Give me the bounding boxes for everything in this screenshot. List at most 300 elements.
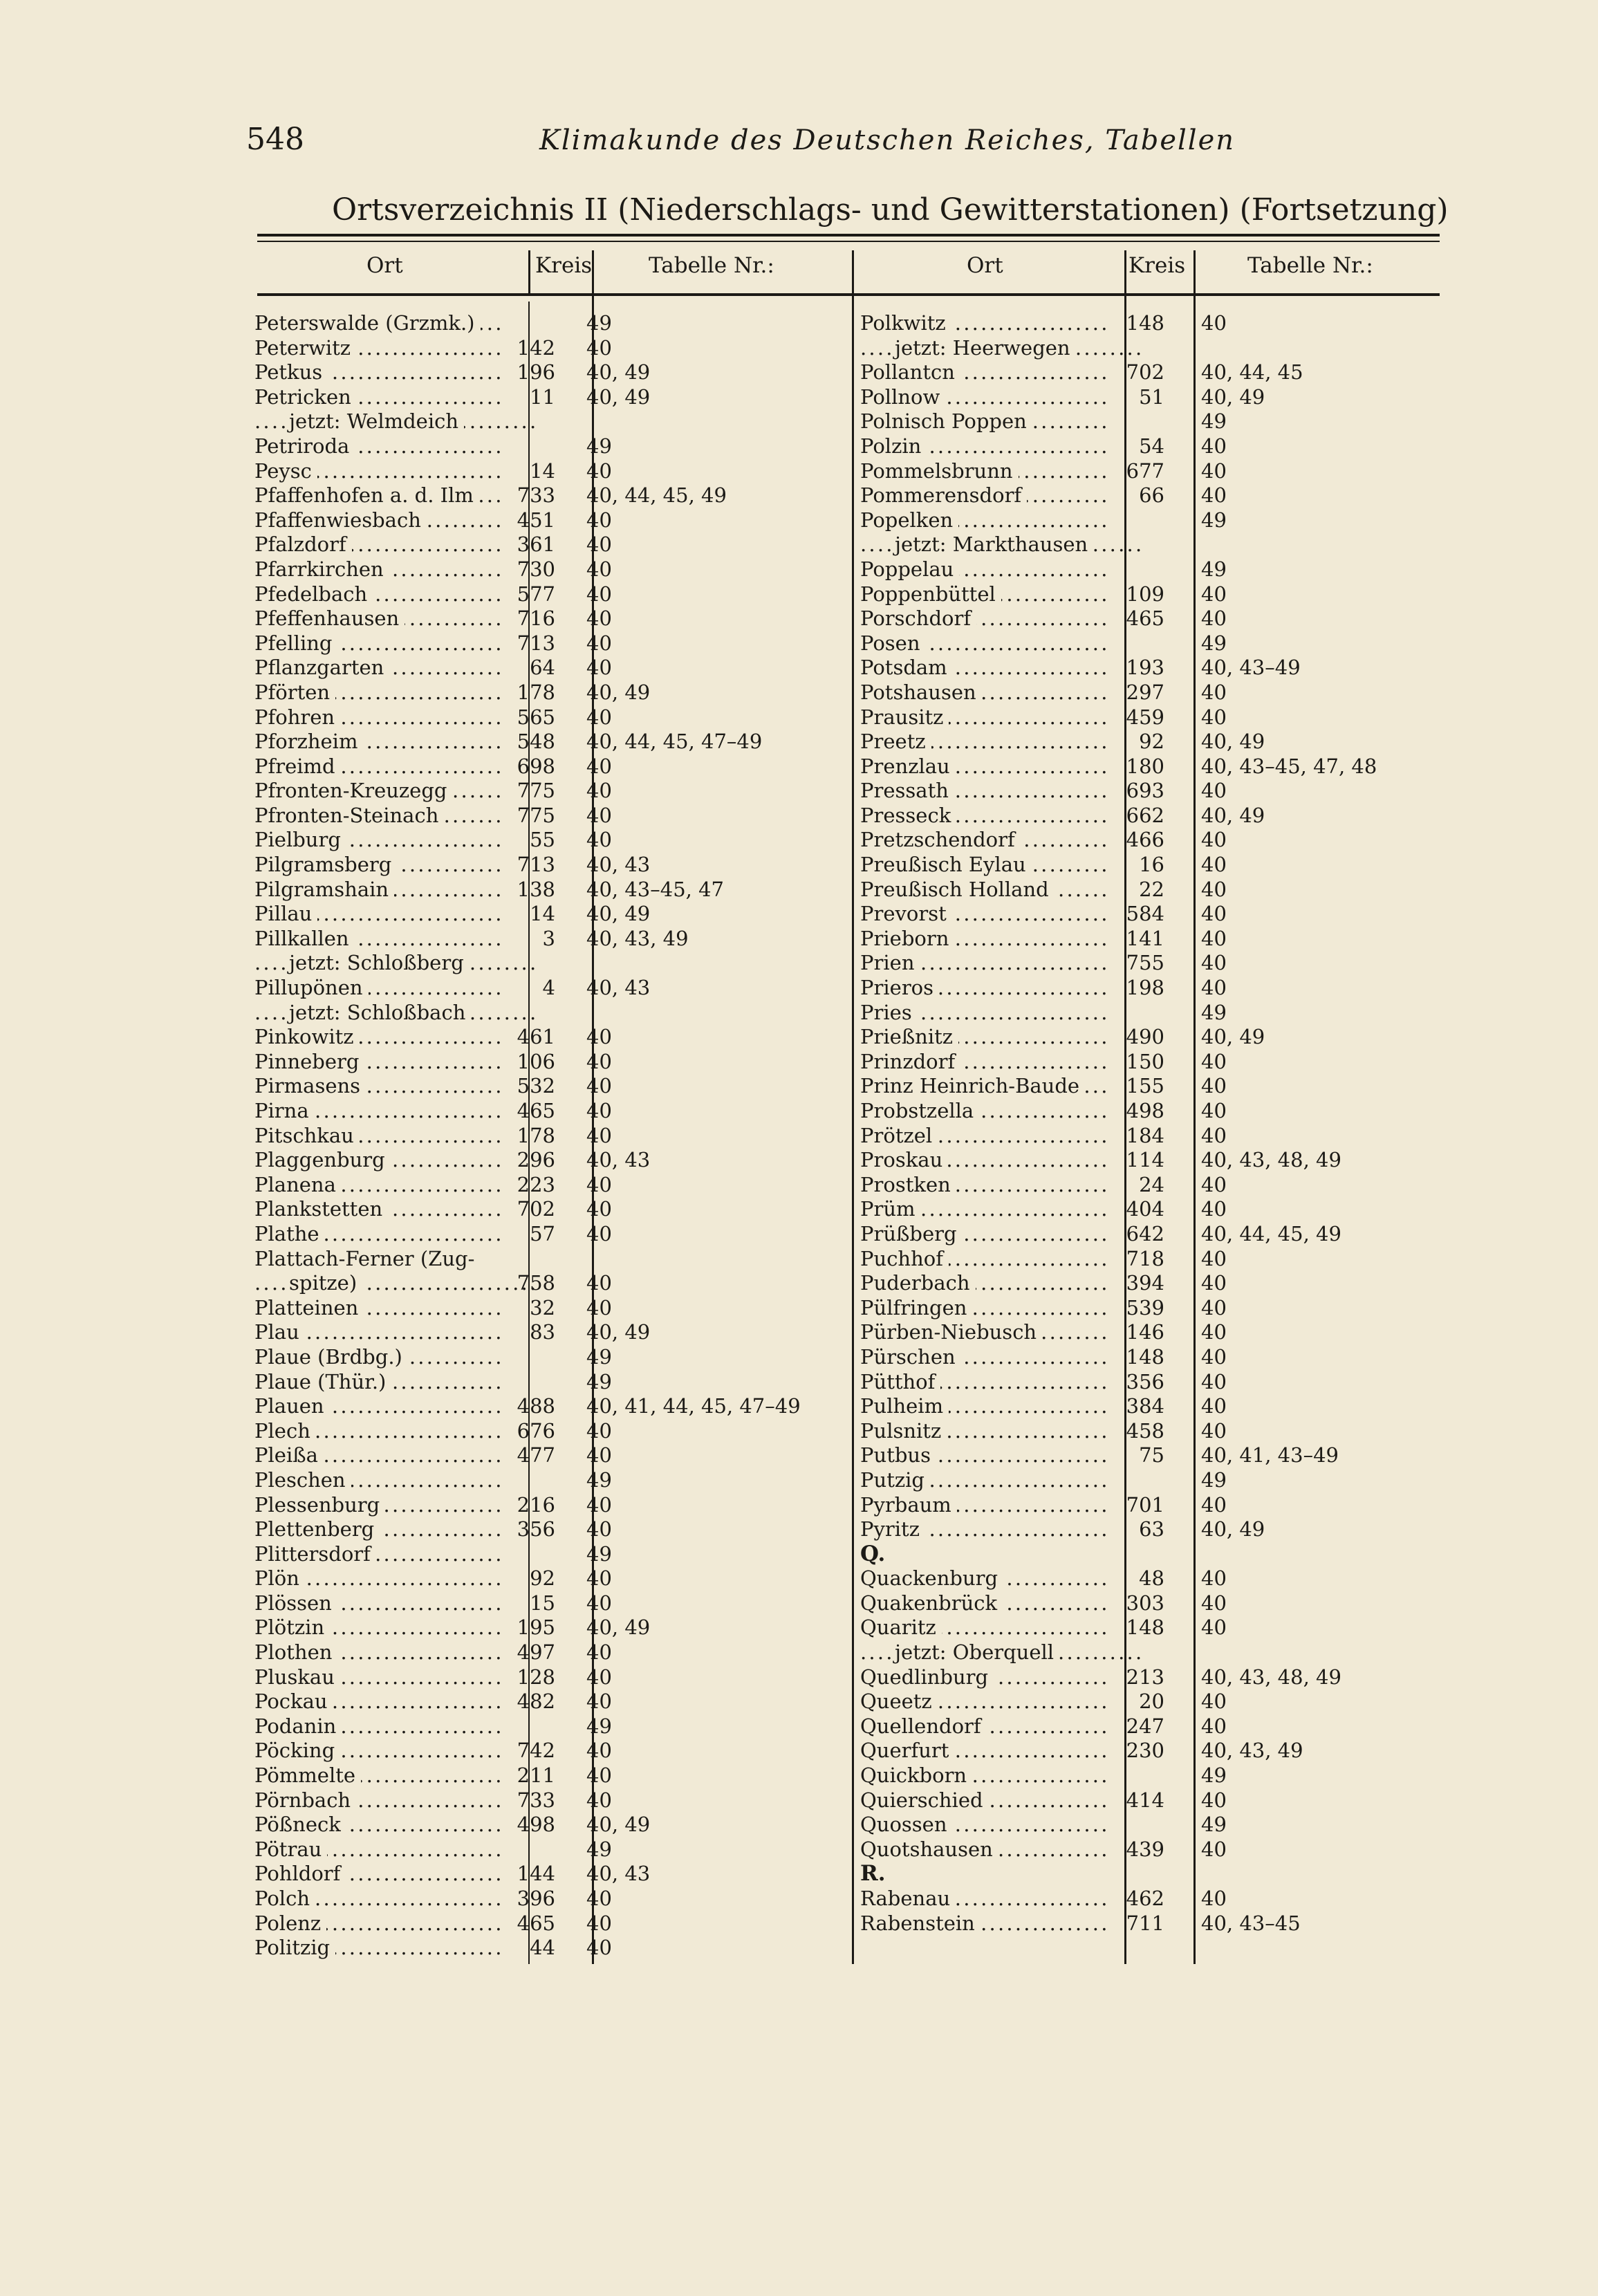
tabelle-value: 40 — [1201, 1887, 1227, 1910]
place-name-text: Pillupönen — [254, 976, 369, 999]
tabelle-value: 40, 49 — [1201, 1025, 1265, 1049]
place-name — [860, 1320, 1109, 1345]
kreis-value: 64 — [530, 656, 555, 680]
tabelle-value: 40 — [586, 459, 612, 483]
place-name-text: Pollantcn — [860, 360, 960, 384]
place-name-text: Polzin — [860, 434, 927, 458]
kreis-value: 128 — [517, 1665, 555, 1689]
place-name — [254, 1222, 503, 1247]
place-name — [254, 1173, 503, 1198]
tabelle-value: 40, 49 — [586, 1615, 651, 1640]
kreis-value: 356 — [517, 1517, 555, 1542]
place-name — [860, 1493, 1109, 1518]
place-name-text: Pitschkau — [254, 1124, 360, 1147]
place-name-text: Querfurt — [860, 1739, 954, 1762]
place-name-text: Quotshausen — [860, 1837, 998, 1861]
place-name-text: Prüßberg — [860, 1222, 963, 1246]
kreis-value: 465 — [517, 1911, 555, 1935]
tabelle-value: 40 — [1201, 1788, 1227, 1812]
kreis-value: 711 — [1126, 1911, 1164, 1935]
place-name — [860, 1911, 1109, 1936]
place-name — [254, 754, 503, 779]
kreis-value: 20 — [1139, 1689, 1164, 1714]
place-name-text: Pleschen — [254, 1468, 351, 1492]
tabelle-value: 40 — [586, 1295, 612, 1320]
place-name-text: Rabenau — [860, 1887, 956, 1910]
kreis-value: 146 — [1126, 1320, 1164, 1344]
kreis-value: 144 — [517, 1862, 555, 1886]
tabelle-value: 40 — [586, 1197, 612, 1221]
tabelle-value: 40, 43–45 — [1201, 1911, 1301, 1935]
place-name-text: Pflanzgarten — [254, 656, 389, 679]
kreis-value: 718 — [1126, 1246, 1164, 1270]
kreis-value: 51 — [1139, 385, 1164, 409]
place-name-text: Presseck — [860, 804, 956, 827]
tabelle-value: 40 — [586, 582, 612, 606]
place-name — [860, 976, 1109, 1001]
place-name — [860, 1074, 1109, 1099]
tabelle-value: 40 — [586, 1492, 612, 1517]
place-name — [860, 1025, 1109, 1050]
place-name-text: Polch — [254, 1887, 315, 1910]
place-name — [860, 1345, 1109, 1370]
place-name-text: Potshausen — [860, 681, 982, 704]
tabelle-value: 40, 44, 45, 47–49 — [586, 730, 763, 754]
kreis-value: 83 — [530, 1320, 555, 1344]
place-name-text: Probstzella — [860, 1099, 979, 1122]
place-name-text: Pfreimd — [254, 754, 341, 778]
table-top-rule-inner — [257, 241, 1440, 242]
place-name — [254, 705, 503, 730]
place-name-text: Pforzheim — [254, 730, 363, 753]
place-name — [860, 1788, 1109, 1813]
kreis-value: 92 — [530, 1566, 555, 1591]
tabelle-value: 40 — [1201, 1566, 1227, 1591]
kreis-value: 150 — [1126, 1049, 1164, 1073]
place-name — [254, 1148, 503, 1173]
place-name — [254, 853, 503, 878]
tabelle-value: 49 — [1201, 1763, 1227, 1788]
kreis-value: 213 — [1126, 1665, 1164, 1689]
place-name-text: Plathe — [254, 1222, 325, 1246]
place-name-text: Prinzdorf — [860, 1050, 960, 1073]
place-name-text: Pöcking — [254, 1739, 340, 1762]
tabelle-value: 40 — [586, 1271, 612, 1295]
place-name-text: Plau — [254, 1320, 305, 1344]
tabelle-value: 40, 49 — [1201, 730, 1265, 754]
tabelle-value: 40 — [1201, 1197, 1227, 1221]
tabelle-value: 40 — [1201, 1615, 1227, 1640]
place-name-text: Pirna — [254, 1099, 315, 1122]
tabelle-value: 40, 49 — [586, 680, 651, 704]
place-name — [860, 1197, 1109, 1222]
place-name-text: Pülfringen — [860, 1296, 972, 1320]
kreis-value: 465 — [1126, 607, 1164, 631]
place-name-text: Quickborn — [860, 1763, 972, 1787]
place-name-text: Plech — [254, 1419, 316, 1443]
tabelle-value: 40 — [1201, 1123, 1227, 1147]
place-name-text: jetzt: Welmdeich — [289, 409, 464, 433]
place-name — [254, 779, 503, 804]
tabelle-value: 40, 49 — [586, 902, 651, 926]
place-name-text: Puchhof — [860, 1247, 949, 1270]
place-name — [254, 1099, 503, 1124]
kreis-value: 733 — [517, 1788, 555, 1812]
tabelle-value: 40 — [586, 1123, 612, 1147]
place-name-text: Peterwitz — [254, 336, 356, 360]
place-name — [254, 1615, 503, 1640]
place-name-text: Prüm — [860, 1197, 921, 1221]
place-name — [860, 1763, 1109, 1788]
tabelle-value: 40 — [586, 828, 612, 852]
tabelle-value: 40, 49 — [1201, 385, 1265, 409]
place-name — [860, 360, 1109, 385]
kreis-value: 758 — [517, 1271, 555, 1295]
kreis-value: 196 — [517, 360, 555, 385]
kreis-value: 247 — [1126, 1714, 1164, 1738]
kreis-value: 713 — [517, 631, 555, 655]
place-name-text: Plauen — [254, 1394, 330, 1418]
place-name-text: Pyrbaum — [860, 1493, 957, 1517]
place-name-text: Poppenbüttel — [860, 582, 1001, 606]
kreis-value: 439 — [1126, 1837, 1164, 1861]
tabelle-value: 40 — [1201, 828, 1227, 852]
place-name — [254, 1247, 503, 1272]
kreis-value: 394 — [1126, 1271, 1164, 1295]
place-name — [254, 1443, 503, 1468]
place-name — [254, 385, 503, 410]
place-name — [860, 730, 1109, 754]
tabelle-value: 40 — [586, 1566, 612, 1591]
place-name-text: Pulsnitz — [860, 1419, 947, 1443]
place-name — [860, 459, 1109, 484]
tabelle-value: 40 — [1201, 877, 1227, 901]
kreis-value: 716 — [517, 607, 555, 631]
kreis-value: 466 — [1126, 828, 1164, 852]
place-name-text: Pfaffenhofen a. d. Ilm — [254, 483, 479, 507]
kreis-value: 755 — [1126, 951, 1164, 975]
kreis-value: 713 — [517, 853, 555, 877]
tabelle-value: 40, 49 — [586, 360, 651, 385]
table-title: Ortsverzeichnis II (Niederschlags- und Gewitterstationen) (Fortsetzung) — [332, 192, 1449, 228]
place-name — [254, 1419, 503, 1444]
place-name-text: Poppelau — [860, 557, 959, 581]
kreis-value: 303 — [1126, 1591, 1164, 1615]
kreis-value: 775 — [517, 779, 555, 803]
tabelle-value: 49 — [586, 1542, 612, 1566]
place-name — [254, 1025, 503, 1050]
place-name-text: R. — [860, 1862, 891, 1886]
tabelle-value: 40 — [1201, 459, 1227, 483]
kreis-value: 775 — [517, 803, 555, 827]
tabelle-value: 40 — [586, 1074, 612, 1098]
kreis-value: 211 — [517, 1763, 555, 1788]
tabelle-value: 40, 43, 48, 49 — [1201, 1148, 1341, 1172]
tabelle-value: 40 — [1201, 1369, 1227, 1394]
place-name — [860, 336, 1144, 361]
place-name-text: Plothen — [254, 1640, 337, 1664]
page-number: 548 — [246, 122, 304, 157]
place-name — [860, 385, 1109, 410]
tabelle-value: 49 — [1201, 1000, 1227, 1024]
kreis-value: 138 — [517, 877, 555, 901]
kreis-value: 223 — [517, 1172, 555, 1196]
tabelle-value: 40 — [586, 1936, 612, 1960]
place-name-text: Plön — [254, 1566, 305, 1590]
tabelle-value: 40, 49 — [1201, 803, 1265, 827]
place-name — [860, 557, 1109, 582]
place-name — [254, 1665, 503, 1690]
tabelle-value: 40 — [586, 557, 612, 581]
place-name-text: Pollnow — [860, 385, 945, 409]
tabelle-value: 40, 44, 45 — [1201, 360, 1303, 385]
place-name-text: Pfohren — [254, 705, 340, 729]
place-name — [860, 1813, 1109, 1837]
kreis-value: 477 — [517, 1443, 555, 1468]
tabelle-value: 40, 49 — [586, 1320, 651, 1344]
tabelle-value: 40 — [1201, 1492, 1227, 1517]
tabelle-value: 40, 44, 45, 49 — [1201, 1221, 1341, 1246]
kreis-value: 24 — [1139, 1172, 1164, 1196]
place-name — [860, 1222, 1109, 1247]
place-name-text: Plettenberg — [254, 1517, 380, 1541]
kreis-value: 488 — [517, 1394, 555, 1418]
tabelle-value: 40 — [1201, 1418, 1227, 1443]
place-name-text: Plittersdorf — [254, 1542, 376, 1566]
place-name-text: Putbus — [860, 1443, 936, 1467]
kreis-value: 148 — [1126, 311, 1164, 335]
place-name-text: Pfarrkirchen — [254, 557, 389, 581]
place-name-text: Plattach-Ferner (Zug- — [254, 1247, 480, 1270]
tabelle-value: 40 — [586, 1640, 612, 1665]
header-divider — [528, 250, 530, 293]
tabelle-value: 40 — [1201, 607, 1227, 631]
place-name-text: Pleißa — [254, 1443, 324, 1467]
kreis-value: 142 — [517, 335, 555, 360]
kreis-value: 141 — [1126, 926, 1164, 950]
kreis-value: 106 — [517, 1049, 555, 1073]
place-name — [254, 1296, 503, 1321]
place-name-text: Putzig — [860, 1468, 930, 1492]
tabelle-value: 40 — [1201, 434, 1227, 458]
place-name — [254, 360, 503, 385]
place-name-text: Pilgramshain — [254, 878, 394, 901]
tabelle-value: 40 — [586, 533, 612, 557]
place-name — [254, 902, 503, 927]
place-name — [860, 311, 1109, 336]
kreis-value: 178 — [517, 680, 555, 704]
place-name-text: Pfalzdorf — [254, 533, 352, 556]
place-name-text: Pütthof — [860, 1370, 940, 1394]
tabelle-value: 40 — [1201, 926, 1227, 950]
kreis-value: 3 — [542, 926, 555, 950]
place-name — [860, 1566, 1109, 1591]
place-name — [860, 828, 1109, 853]
place-name-text: Pinkowitz — [254, 1025, 360, 1048]
place-name — [860, 1517, 1109, 1542]
place-name-text: Peysc — [254, 459, 317, 483]
place-name-text: Preetz — [860, 730, 931, 753]
tabelle-value: 40 — [1201, 1271, 1227, 1295]
place-name — [860, 1468, 1109, 1493]
place-name-text: Pirmasens — [254, 1074, 366, 1098]
table-top-rule — [257, 234, 1440, 237]
kreis-value: 178 — [517, 1123, 555, 1147]
kreis-value: 230 — [1126, 1739, 1164, 1763]
tabelle-value: 40 — [586, 779, 612, 803]
place-name-text: Politzig — [254, 1936, 335, 1959]
place-name — [860, 1296, 1109, 1321]
kreis-value: 195 — [517, 1615, 555, 1640]
place-name — [254, 1320, 503, 1345]
place-name-text: Quakenbrück — [860, 1591, 1003, 1615]
place-name-text: Pluskau — [254, 1665, 340, 1689]
place-name — [254, 1788, 503, 1813]
kreis-value: 701 — [1126, 1492, 1164, 1517]
place-name — [860, 902, 1109, 927]
place-name-text: Pillkallen — [254, 927, 355, 950]
place-name — [860, 1640, 1144, 1665]
tabelle-value: 49 — [1201, 409, 1227, 434]
place-name — [254, 1370, 503, 1395]
tabelle-value: 40 — [586, 1221, 612, 1246]
header-ort-right: Ort — [967, 253, 1003, 278]
kreis-value: 55 — [530, 828, 555, 852]
tabelle-value: 40, 49 — [1201, 1517, 1265, 1542]
place-name — [860, 1862, 1109, 1887]
place-name — [860, 1394, 1109, 1419]
tabelle-value: 40, 43 — [586, 976, 651, 1000]
kreis-value: 15 — [530, 1591, 555, 1615]
tabelle-value: 40 — [1201, 1714, 1227, 1738]
tabelle-value: 49 — [1201, 1813, 1227, 1837]
tabelle-value: 40 — [586, 1887, 612, 1910]
place-name — [254, 409, 538, 434]
place-name — [860, 779, 1109, 804]
place-name — [860, 878, 1109, 902]
place-name-text: Quackenburg — [860, 1566, 1003, 1590]
tabelle-value: 40 — [1201, 1074, 1227, 1098]
header-ort-left: Ort — [366, 253, 403, 278]
kreis-value: 490 — [1126, 1025, 1164, 1049]
tabelle-value: 40 — [1201, 1295, 1227, 1320]
place-name — [860, 1689, 1109, 1714]
place-name — [860, 853, 1109, 878]
running-title: Klimakunde des Deutschen Reiches, Tabellen — [539, 124, 1236, 156]
place-name — [860, 754, 1109, 779]
place-name — [860, 1001, 1109, 1026]
tabelle-value: 40 — [586, 803, 612, 827]
place-name-text: Peterswalde (Grzmk.) — [254, 311, 481, 335]
place-name — [860, 1837, 1109, 1862]
kreis-value: 180 — [1126, 754, 1164, 778]
tabelle-value: 40 — [1201, 582, 1227, 606]
tabelle-value: 40, 49 — [586, 1813, 651, 1837]
place-name — [254, 557, 503, 582]
kreis-value: 63 — [1139, 1517, 1164, 1542]
place-name — [254, 1050, 503, 1075]
kreis-value: 297 — [1126, 680, 1164, 704]
place-name-text: Pyritz — [860, 1517, 925, 1541]
kreis-value: 451 — [517, 508, 555, 532]
tabelle-value: 40 — [586, 754, 612, 778]
place-name-text: Petriroda — [254, 434, 355, 458]
place-name — [254, 804, 503, 828]
place-name — [254, 828, 503, 853]
place-name — [254, 1271, 538, 1296]
place-name-text: Pößneck — [254, 1813, 346, 1836]
place-name — [860, 607, 1109, 631]
place-name — [860, 1887, 1109, 1911]
kreis-value: 155 — [1126, 1074, 1164, 1098]
place-name-text: Plötzin — [254, 1615, 330, 1639]
place-name-text: Quaritz — [860, 1615, 942, 1639]
tabelle-value: 49 — [586, 311, 612, 335]
place-name-text: Polenz — [254, 1911, 326, 1935]
place-name — [860, 631, 1109, 656]
place-name — [254, 1837, 503, 1862]
kreis-value: 114 — [1126, 1148, 1164, 1172]
place-name-text: Prenzlau — [860, 754, 956, 778]
kreis-value: 565 — [517, 705, 555, 729]
tabelle-value: 40, 44, 45, 49 — [586, 483, 727, 508]
place-name-text: Queetz — [860, 1689, 938, 1713]
place-name-text: Prießnitz — [860, 1025, 958, 1048]
tabelle-value: 40 — [586, 1418, 612, 1443]
place-name — [860, 1419, 1109, 1444]
tabelle-value: 40, 43–45, 47 — [586, 877, 724, 901]
place-name — [254, 1394, 503, 1419]
place-name-text: jetzt: Schloßberg — [289, 951, 470, 974]
kreis-value: 22 — [1139, 877, 1164, 901]
tabelle-value: 49 — [586, 1344, 612, 1369]
kreis-value: 548 — [517, 730, 555, 754]
place-name-text: Pförten — [254, 681, 335, 704]
tabelle-value: 40, 43–45, 47, 48 — [1201, 754, 1377, 778]
place-name — [860, 582, 1109, 607]
kreis-value: 4 — [542, 976, 555, 1000]
place-name — [254, 681, 503, 705]
kreis-value: 577 — [517, 582, 555, 606]
place-name-text: Pfaffenwiesbach — [254, 508, 427, 532]
tabelle-value: 40 — [586, 1443, 612, 1468]
kreis-value: 14 — [530, 459, 555, 483]
kreis-value: 498 — [1126, 1099, 1164, 1122]
place-name-text: spitze) — [289, 1271, 362, 1295]
tabelle-value: 40, 43 — [586, 1862, 651, 1886]
tabelle-value: 49 — [586, 1468, 612, 1492]
kreis-value: 458 — [1126, 1418, 1164, 1443]
place-name-text: Podanin — [254, 1714, 342, 1738]
tabelle-value: 40 — [586, 656, 612, 680]
place-name-text: Petkus — [254, 360, 328, 384]
tabelle-value: 49 — [1201, 631, 1227, 655]
tabelle-value: 40, 43 — [586, 853, 651, 877]
header-tabelle-right: Tabelle Nr.: — [1247, 253, 1373, 278]
place-name — [254, 1591, 503, 1616]
tabelle-value: 40 — [586, 1172, 612, 1196]
kreis-value: 109 — [1126, 582, 1164, 606]
header-kreis-right: Kreis — [1128, 253, 1186, 278]
kreis-value: 14 — [530, 902, 555, 926]
place-name — [254, 311, 503, 336]
kreis-value: 532 — [517, 1074, 555, 1098]
kreis-value: 11 — [530, 385, 555, 409]
tabelle-value: 40 — [586, 705, 612, 729]
place-name-text: Plössen — [254, 1591, 337, 1615]
place-name — [254, 1542, 503, 1567]
place-name — [860, 1615, 1109, 1640]
